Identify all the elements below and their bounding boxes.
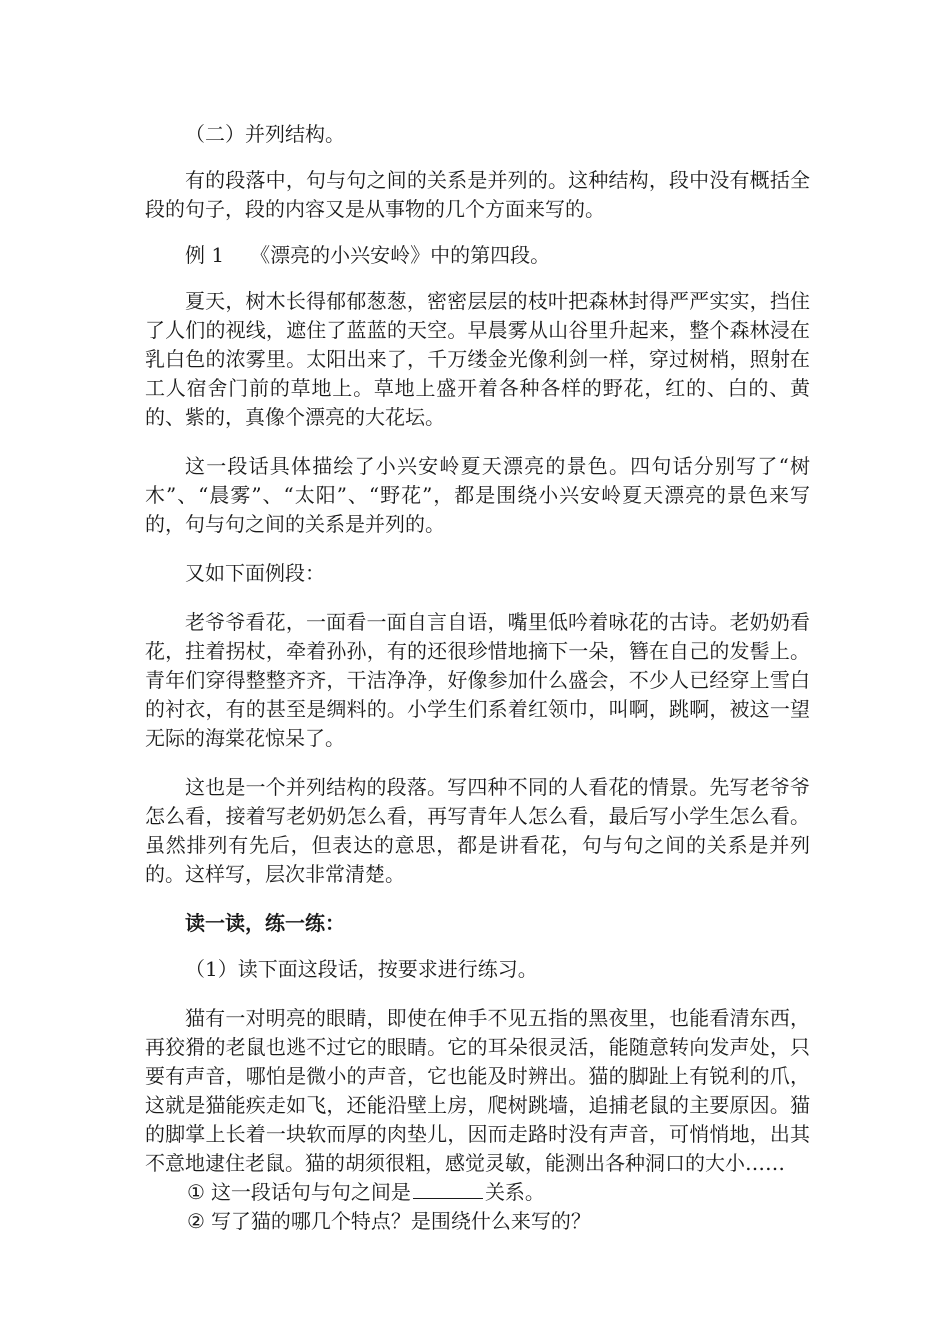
section-title: （二）并列结构。 — [185, 122, 345, 146]
example1-analysis: 这一段话具体描绘了小兴安岭夏天漂亮的景色。四句话分别写了“树木”、“晨雾”、“太阳”、“野花”，都是围绕小兴安岭夏天漂亮的景色来写的，句与句之间的关系是并列的。 — [145, 454, 810, 536]
question-2-text: 写了猫的哪几个特点？是围绕什么来写的？ — [210, 1209, 591, 1233]
question-1-after: 关系。 — [484, 1180, 545, 1204]
question-2-number: ② — [187, 1209, 205, 1233]
example2-analysis: 这也是一个并列结构的段落。写四种不同的人看花的情景。先写老爷爷怎么看，接着写老奶奶怎么看，再写青年人怎么看，最后写小学生怎么看。虽然排列有先后，但表达的意思，都是讲看花，句与句之间的关系是并列的。这样写，层次非常清楚。 — [145, 775, 810, 886]
example2-text: 老爷爷看花，一面看一面自言自语，嘴里低吟着咏花的古诗。老奶奶看花，拄着拐杖，牵着孙孙，有的还很珍惜地摘下一朵，簪在自己的发髻上。青年们穿得整整齐齐，干洁净净，好像参加什么盛会，不少人已经穿上雪白的衬衣，有的甚至是绸料的。小学生们系着红领巾，叫啊，跳啊，被这一望无际的海棠花惊呆了。 — [145, 610, 810, 750]
question-2 — [145, 1207, 810, 1236]
question-1-before: 这一段话句与句之间是 — [210, 1180, 411, 1204]
example1-label: 例 1 — [185, 243, 225, 267]
example1-heading — [145, 241, 810, 270]
document-page — [145, 120, 810, 1236]
intro-paragraph: 有的段落中，句与句之间的关系是并列的。这种结构，段中没有概括全段的句子，段的内容又是从事物的几个方面来写的。 — [145, 168, 810, 221]
answer-blank[interactable] — [413, 1178, 483, 1199]
question-1 — [145, 1178, 810, 1207]
practice-text: 猫有一对明亮的眼睛，即使在伸手不见五指的黑夜里，也能看清东西，再狡猾的老鼠也逃不过它的眼睛。它的耳朵很灵活，能随意转向发声处，只要有声音，哪怕是微小的声音，它也能及时辨出。猫的脚趾上有锐利的爪，这就是猫能疾走如飞，还能沿壁上房，爬树跳墙，追捕老鼠的主要原因。猫的脚掌上长着一块软而厚的肉垫儿，因而走路时没有声音，可悄悄地，出其不意地逮住老鼠。猫的胡须很粗，感觉灵敏，能测出各种洞口的大小…… — [145, 1006, 810, 1175]
example2-intro: 又如下面例段： — [185, 561, 325, 585]
example1-title: 《漂亮的小兴安岭》中的第四段。 — [250, 243, 551, 267]
question-1-number: ① — [187, 1180, 205, 1204]
practice-heading: 读一读，练一练： — [185, 911, 345, 935]
example1-text: 夏天，树木长得郁郁葱葱，密密层层的枝叶把森林封得严严实实，挡住了人们的视线，遮住了蓝蓝的天空。早晨雾从山谷里升起来，整个森林浸在乳白色的浓雾里。太阳出来了，千万缕金光像利剑一样，穿过树梢，照射在工人宿舍门前的草地上。草地上盛开着各种各样的野花，红的、白的、黄的、紫的，真像个漂亮的大花坛。 — [145, 289, 810, 429]
practice-task: （1）读下面这段话，按要求进行练习。 — [185, 957, 538, 981]
